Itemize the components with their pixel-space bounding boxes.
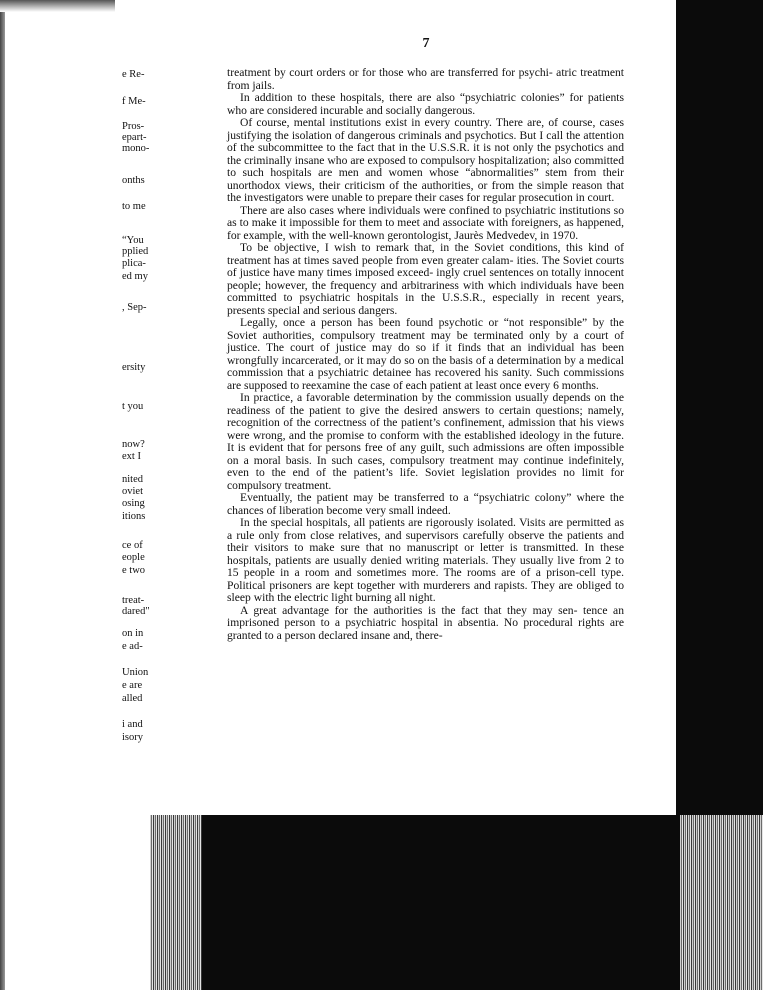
margin-fragment: plica- [122,258,146,269]
page-number: 7 [422,36,430,51]
scan-background-bottom [160,815,763,990]
margin-fragment: , Sep- [122,302,147,313]
paragraph: In the special hospitals, all patients are rigorously isolated. Visits are permitted as a rule only from close relatives, and supervisors carefully observe the patients and their visitors to make sure that no manuscript or letter is transmitted. In these hospitals, patients are usually denied writing materials. They usually live from 2 to 15 people in a room and sometimes more. The rooms are of a prison-cell type. Political prisoners are kept together with murderers and rapists. They are obliged to sleep with the electric light burning all night. [227,516,624,604]
margin-fragment: alled [122,693,143,704]
document-body-text [227,67,624,642]
margin-fragment: to me [122,201,146,212]
margin-fragment: e two [122,565,146,576]
margin-fragment: f Me- [122,96,146,107]
margin-fragment: ersity [122,362,146,373]
paragraph: A great advantage for the authorities is the fact that they may sen- tence an imprisoned person to a psychiatric hospital in absentia. No procedural rights are granted to a person declared insane and, there- [227,603,624,642]
paragraph: In addition to these hospitals, there are also “psychiatric colonies” for patients who are considered incurable and socially dangerous. [227,91,624,117]
margin-fragment: mono- [122,143,150,154]
margin-fragment: nited [122,474,143,485]
page-edge-top [0,0,115,12]
margin-fragment: Union [122,667,149,678]
margin-fragment: e ad- [122,641,143,652]
paragraph: treatment by court orders or for those who are transferred for psychi- atric treatment from jails. [227,66,624,92]
paragraph: Legally, once a person has been found psychotic or “not responsible” by the Soviet authorities, compulsory treatment may be terminated only by a court of justice. The court of justice may do so if it finds that an individual has been wrongfully incarcerated, or it may do so on the basis of a determination by a medical commission that a psychiatric detainee has recovered his sanity. Such commissions are supposed to reexamine the case of each patient at least once every 6 months. [227,316,624,392]
margin-fragment: now? [122,439,145,450]
paragraph: In practice, a favorable determination by the commission usually depends on the readiness of the patient to give the desired answers to certain questions; namely, recognition of the correctness of the patient’s confinement, admission that his views were wrong, and the promise to conform with the established ideology in the future. It is evident that for persons free of any guilt, such admissions are often impossible on a moral basis. In such cases, compulsory treatment may continue indefinitely, even to the end of the patient’s life. Soviet legislation provides no limit for compulsory treatment. [227,391,624,492]
margin-fragment: epart- [122,132,147,143]
margin-fragment: pplied [122,246,149,257]
margin-fragment: dared" [122,606,150,617]
margin-fragment: itions [122,511,146,522]
margin-fragment: eople [122,552,145,563]
margin-fragment: e are [122,680,143,691]
margin-fragment: ce of [122,540,143,551]
margin-fragment: osing [122,498,145,509]
margin-fragment: onths [122,175,145,186]
margin-fragment: treat- [122,595,145,606]
binding-shadow-left [150,815,202,990]
paragraph: To be objective, I wish to remark that, in the Soviet conditions, this kind of treatment has at times saved people from even greater calam- ities. The Soviet courts of justice have many times imposed exceed- ingly cruel sentences on totally innocent people; however, the frequency and arbitrariness with which individuals have been committed to psychiatric hospitals in the U.S.S.R., especially in recent years, presents special and serious dangers. [227,241,624,317]
paragraph: Eventually, the patient may be transferred to a “psychiatric colony” where the chances of liberation become very small indeed. [227,491,624,517]
margin-fragment: isory [122,732,143,743]
margin-fragment: ed my [122,271,148,282]
margin-fragment: e Re- [122,69,145,80]
margin-fragment: oviet [122,486,143,497]
margin-fragment: on in [122,628,144,639]
margin-fragment: Pros- [122,121,145,132]
margin-fragment: t you [122,401,144,412]
binding-shadow-right [680,815,763,990]
margin-fragment: ext I [122,451,141,462]
page-edge-left [0,0,5,990]
margin-fragment: “You [122,235,144,246]
paragraph: There are also cases where individuals were confined to psychiatric institutions so as to make it impossible for them to meet and associate with foreigners, as happened, for example, with the well-known gerontologist, Jaurès Medvedev, in 1970. [227,203,624,242]
paragraph: Of course, mental institutions exist in every country. There are, of course, cases justifying the isolation of dangerous criminals and psychotics. But I call the attention of the subcommittee to the fact that in the U.S.S.R. it is not only the psychotics and the criminally insane who are exposed to compulsory hospitalization; also committed to such hospitals are men and women whose “abnormalities” stem from their unorthodox views, their criticism of the authorities, or from the simple reason that the investigators were unable to prepare their cases for regular prosecution in court. [227,116,624,204]
margin-fragment: i and [122,719,143,730]
